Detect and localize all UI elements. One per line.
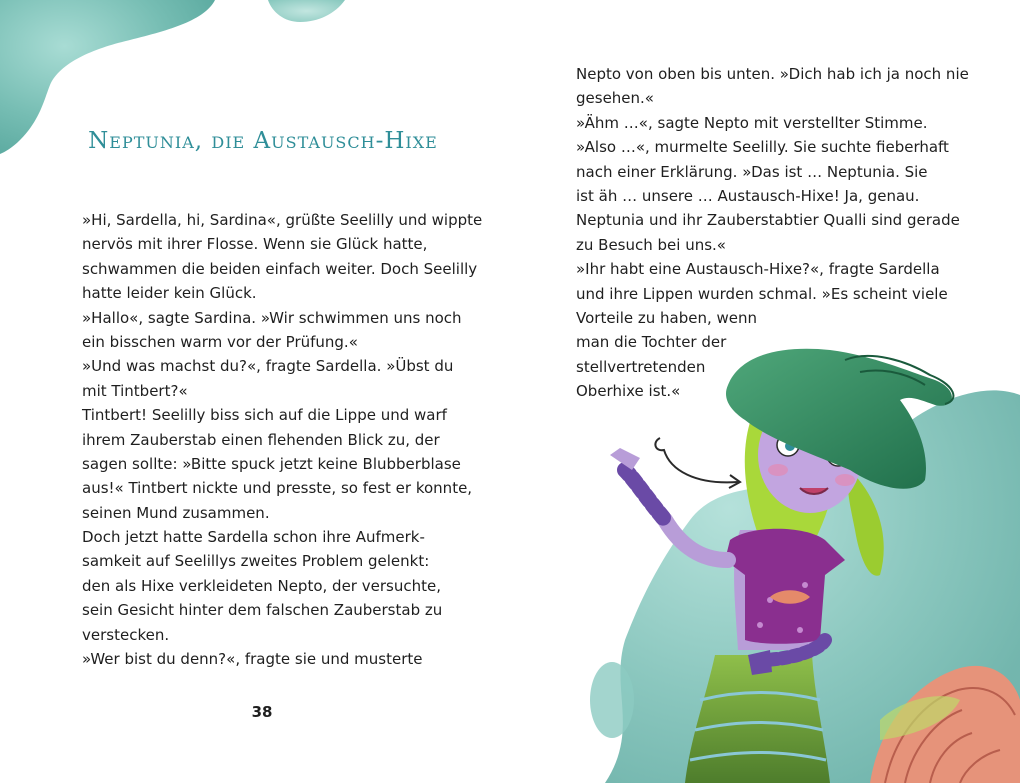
text-line: »Hallo«, sagte Sardina. »Wir schwimmen uns noch (82, 308, 462, 327)
text-line: »Und was machst du?«, fragte Sardella. »Übst du (82, 357, 454, 376)
arrow-icon (655, 438, 738, 482)
page-number: 38 (251, 703, 273, 721)
chapter-title: Neptunia, die Austausch-Hixe (88, 128, 438, 154)
text-line: »Also …«, murmelte Seelilly. Sie suchte fieberhaft (576, 138, 949, 157)
text-line: sagen sollte: »Bitte spuck jetzt keine Blubberblase (82, 454, 461, 473)
text-line: verstecken. (82, 625, 170, 644)
text-line: ihrem Zauberstab einen flehenden Blick zu, der (82, 430, 440, 449)
text-line: sein Gesicht hinter dem falschen Zauberstab zu (82, 601, 443, 620)
text-line: »Ähm …«, sagte Nepto mit verstellter Stimme. (576, 113, 928, 132)
left-page-text (82, 208, 482, 671)
text-line: »Hi, Sardella, hi, Sardina«, grüßte Seelilly und wippte (82, 211, 483, 229)
text-line: gesehen.« (576, 89, 654, 108)
text-line: zu Besuch bei uns.« (576, 235, 726, 254)
text-line: hatte leider kein Glück. (82, 284, 257, 303)
text-line: aus!« Tintbert nickte und presste, so fest er konnte, (82, 479, 473, 498)
text-line: stellvertretenden (576, 357, 706, 376)
text-line: schwammen die beiden einfach weiter. Doch Seelilly (82, 259, 478, 278)
text-line: Vorteile zu haben, wenn (576, 308, 758, 327)
text-line: ist äh … unsere … Austausch-Hixe! Ja, genau. (576, 186, 920, 205)
text-line: und ihre Lippen wurden schmal. »Es scheint viele (576, 284, 948, 303)
text-line: den als Hixe verkleideten Nepto, der versuchte, (82, 576, 441, 595)
text-line: nervös mit ihrer Flosse. Wenn sie Glück hatte, (82, 235, 428, 254)
text-line: man die Tochter der (576, 333, 727, 352)
right-page-text (576, 62, 969, 403)
text-line: Oberhixe ist.« (576, 382, 681, 401)
text-line: Neptunia und ihr Zauberstabtier Qualli sind gerade (576, 211, 960, 230)
text-line: Doch jetzt hatte Sardella schon ihre Aufmerk- (82, 528, 425, 547)
watercolor-blob (590, 662, 634, 738)
text-line: Nepto von oben bis unten. »Dich hab ich ja noch nie (576, 65, 969, 83)
text-line: ein bisschen warm vor der Prüfung.« (82, 332, 358, 351)
text-line: mit Tintbert?« (82, 381, 188, 400)
text-line: nach einer Erklärung. »Das ist … Neptunia. Sie (576, 162, 928, 181)
text-line: »Wer bist du denn?«, fragte sie und musterte (82, 650, 423, 669)
text-line: samkeit auf Seelillys zweites Problem gelenkt: (82, 552, 430, 571)
text-line: Tintbert! Seelilly biss sich auf die Lippe und warf (82, 406, 447, 425)
text-line: »Ihr habt eine Austausch-Hixe?«, fragte Sardella (576, 260, 940, 279)
text-line: seinen Mund zusammen. (82, 503, 270, 522)
